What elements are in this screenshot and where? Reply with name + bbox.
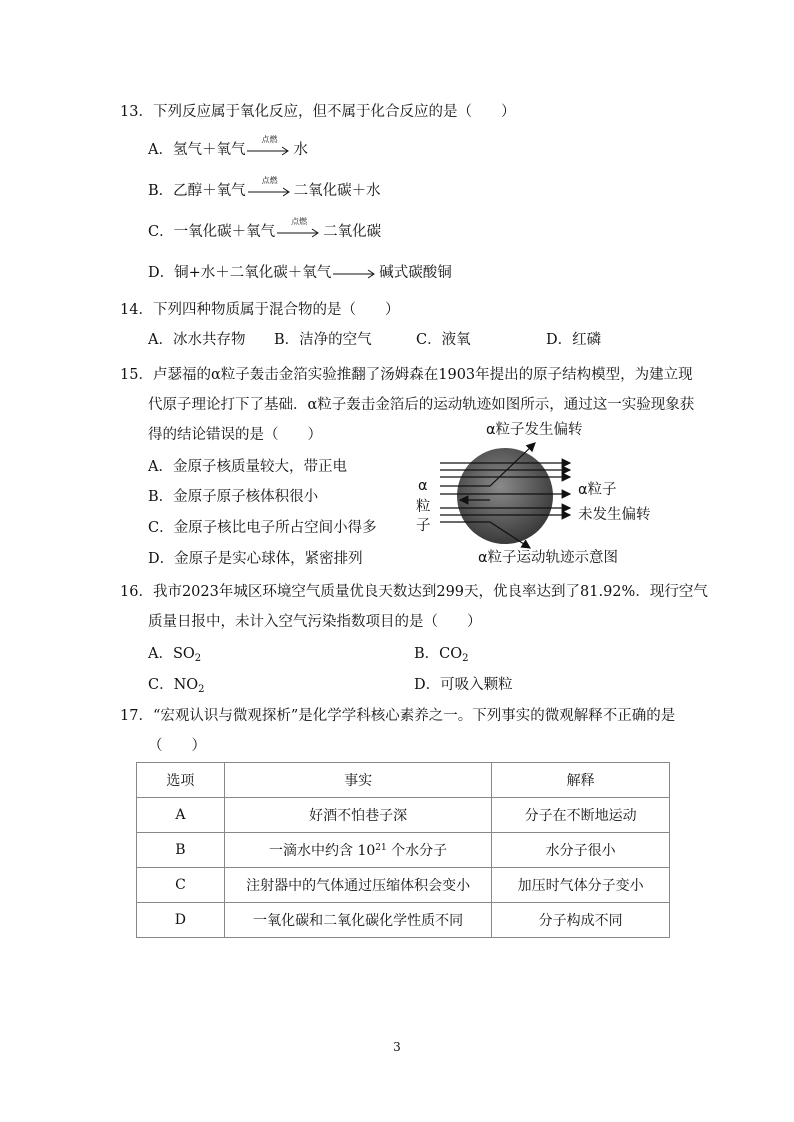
q16-option-b	[414, 644, 469, 669]
q16-stem-line-1: 16．我市2023年城区环境空气质量优良天数达到299天，优良率达到了81.92%．现行空气	[120, 584, 708, 600]
cell-explanation: 水分子很小	[492, 833, 670, 868]
label-alpha-left-3: 子	[416, 518, 431, 534]
cell-fact	[224, 833, 491, 868]
q15-stem-line-3: 得的结论错误的是（ ）	[148, 427, 322, 443]
q13-option-b-product: 二氧化碳＋水	[293, 183, 381, 199]
fact-text-after: 个水分子	[386, 843, 448, 859]
table-row	[137, 798, 670, 833]
cell-fact: 好酒不怕巷子深	[224, 798, 491, 833]
alpha-scattering-diagram	[410, 418, 660, 570]
gold-atom	[457, 448, 553, 544]
q14-option-a: A．冰水共存物	[148, 332, 246, 348]
q13-option-d-product: 碱式碳酸铜	[379, 265, 452, 281]
diagram-caption: α粒子运动轨迹示意图	[478, 550, 619, 566]
cell-explanation: 分子构成不同	[492, 903, 670, 938]
q16-option-c	[148, 675, 205, 700]
header-option: 选项	[137, 763, 225, 798]
subscript: 2	[462, 653, 469, 664]
q16-option-a-text: A．SO	[148, 646, 195, 662]
q14-option-b: B．洁净的空气	[274, 332, 372, 348]
q16-option-b-text: B．CO	[414, 646, 463, 662]
q13-option-c	[148, 217, 382, 242]
cell-explanation: 加压时气体分子变小	[492, 868, 670, 903]
q13-option-b	[148, 176, 381, 201]
reaction-arrow-icon	[333, 266, 377, 280]
page-number: 3	[393, 1040, 401, 1054]
q16-stem-line-2: 质量日报中，未计入空气污染指数项目的是（ ）	[148, 614, 482, 630]
q13-option-c-product: 二氧化碳	[323, 224, 382, 240]
subscript: 2	[194, 653, 202, 664]
q13-option-d-reactants: D．铜+水＋二氧化碳＋氧气	[148, 265, 332, 281]
header-explanation: 解释	[492, 763, 670, 798]
q15-stem-line-1: 15．卢瑟福的α粒子轰击金箔实验推翻了汤姆森在1903年提出的原子结构模型，为建立现	[120, 367, 693, 383]
q13-option-a-product: 水	[293, 142, 308, 158]
cell-option: C	[137, 868, 225, 903]
table-row	[137, 868, 670, 903]
q15-option-d: D．金原子是实心球体，紧密排列	[148, 551, 363, 567]
superscript: 21	[375, 843, 387, 853]
table-row	[137, 903, 670, 938]
label-alpha-right: α粒子	[578, 482, 617, 498]
label-alpha-left-1: α	[418, 478, 428, 494]
cell-option: B	[137, 833, 225, 868]
reaction-arrow-icon	[277, 217, 321, 239]
cell-option: D	[137, 903, 225, 938]
q13-option-a	[148, 135, 308, 160]
label-undeflected: 未发生偏转	[578, 507, 651, 523]
q16-option-d	[414, 675, 513, 695]
q17-stem-line-2: （ ）	[148, 738, 206, 754]
q15-option-a: A．金原子核质量较大，带正电	[148, 459, 347, 475]
q14-stem: 14．下列四种物质属于混合物的是（ ）	[120, 302, 400, 318]
q13-option-b-reactants: B．乙醇＋氧气	[148, 183, 246, 199]
table-header-row	[137, 763, 670, 798]
cell-fact: 注射器中的气体通过压缩体积会变小	[224, 868, 491, 903]
q17-table	[136, 762, 670, 938]
cell-option: A	[137, 798, 225, 833]
q15-option-b: B．金原子原子核体积很小	[148, 489, 319, 505]
q15-option-c: C．金原子核比电子所占空间小得多	[148, 520, 377, 536]
q13-option-a-reactants: A．氢气＋氧气	[148, 142, 246, 158]
reaction-arrow-icon	[247, 135, 291, 157]
q14-option-c: C．液氧	[416, 332, 471, 348]
subscript: 2	[198, 684, 205, 695]
q17-stem-line-1: 17．“宏观认识与微观探析”是化学学科核心素养之一。下列事实的微观解释不正确的是	[120, 708, 676, 724]
reaction-arrow-icon	[248, 176, 292, 198]
reaction-condition: 点燃	[291, 217, 308, 226]
q16-option-d-text: D．可吸入颗粒	[414, 677, 513, 693]
cell-fact: 一氧化碳和二氧化碳化学性质不同	[224, 903, 491, 938]
reaction-condition: 点燃	[261, 176, 278, 185]
q13-option-d	[148, 263, 452, 283]
q16-option-a	[148, 644, 201, 669]
table-row	[137, 833, 670, 868]
reaction-condition: 点燃	[261, 135, 278, 144]
label-alpha-left-2: 粒	[416, 499, 431, 515]
header-fact: 事实	[224, 763, 491, 798]
q13-option-c-reactants: C．一氧化碳＋氧气	[148, 224, 276, 240]
label-deflected: α粒子发生偏转	[486, 422, 583, 438]
fact-text: 一滴水中约含 10	[269, 843, 376, 859]
q15-stem-line-2: 代原子理论打下了基础．α粒子轰击金箔后的运动轨迹如图所示，通过这一实验现象获	[148, 397, 695, 413]
cell-explanation: 分子在不断地运动	[492, 798, 670, 833]
q14-option-d: D．红磷	[546, 332, 602, 348]
q16-option-c-text: C．NO	[148, 677, 199, 693]
q13-stem: 13．下列反应属于氧化反应，但不属于化合反应的是（ ）	[120, 104, 516, 120]
